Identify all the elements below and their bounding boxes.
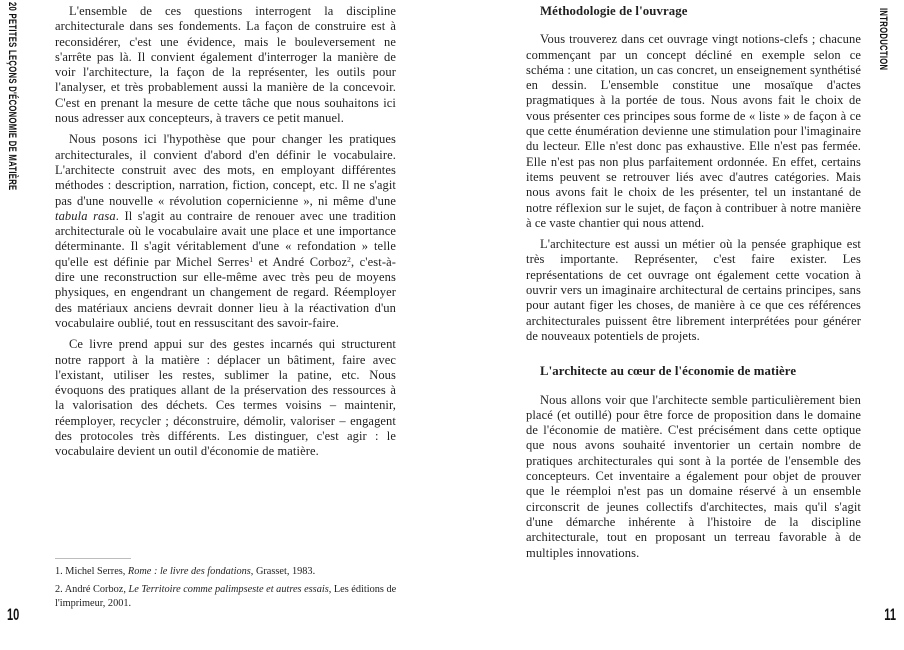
footnote-text: , Les éditions de l'imprimeur, 2001. <box>55 584 397 609</box>
paragraph-text: et André Corboz <box>253 254 348 269</box>
page-left <box>55 4 396 466</box>
footnote-text: , Grasset, 1983. <box>250 566 316 577</box>
section-heading-methodologie: Méthodologie de l'ouvrage <box>540 4 688 18</box>
page-number-right: 11 <box>884 605 896 624</box>
paragraph-text: Ce livre prend appui sur des gestes incarnés qui structurent notre rapport à la matière : déplacer un bâtiment, faire avec l'existant, utiliser les restes, sublimer la patine, etc. Nous évoquons des pratiques allant de la préservation des ressources à la valorisation des déchets. Ces termes voisins – maintenir, réemployer, recycler ; déconstruire, démolir, valoriser – engagent des protocoles très différents. Les distinguer, c'est agir : le vocabulaire devient un outil d'économie de matière. <box>55 337 396 459</box>
footnote-text: 1. Michel Serres, <box>55 566 128 577</box>
page-right <box>526 4 861 567</box>
footnotes-block <box>55 558 400 615</box>
section-heading-architecte: L'architecte au cœur de l'économie de matière <box>540 364 797 379</box>
footnote-1 <box>55 565 400 579</box>
footnote-ref-1: 1 <box>249 254 254 264</box>
footnote-text: 2. André Corboz, <box>55 584 129 595</box>
footnote-rule <box>55 558 131 559</box>
book-title: Le Territoire comme palimpseste et autres essais <box>128 584 329 595</box>
paragraph-text: L'ensemble de ces questions interrogent la discipline architecturale dans ses fondements. La façon de construire est à reconsidérer, c'est une évidence, mais le bouleversement ne s'arrête pas là. Il convient également d'interroger la manière de voir l'architecture, la façon de la représenter, les outils pour l'analyser, et très probablement aussi la manière de la concevoir. C'est en prenant la mesure de cette tâche que nous souhaitons ici nous adresser aux concepteurs, à travers ce petit manuel. <box>55 4 396 126</box>
right-paragraph-1 <box>526 32 861 231</box>
footnote-2 <box>55 583 400 611</box>
running-title-left: 20 PETITES LEÇONS D'ÉCONOMIE DE MATIÈRE <box>6 2 18 191</box>
paragraph-text: , c'est-à-dire une reconstruction sur elle-même avec très peu de moyens physiques, en engendrant un changement de regard. Réemployer des matériaux anciens devrait donner lieu à la réactivation d'un vocabulaire oublié, tout en ressuscitant des savoir-faire. <box>55 254 396 330</box>
left-paragraph-1 <box>55 4 396 126</box>
paragraph-text: Nous posons ici l'hypothèse que pour changer les pratiques architecturales, il convient d'abord d'en définir le vocabulaire. L'architecte construit avec des mots, en employant différentes méthodes : description, narration, fiction, concept, etc. Il ne s'agit pas d'une nouvelle « révolution copernicienne », ni même d'une <box>55 132 396 208</box>
right-paragraph-3 <box>526 393 861 561</box>
paragraph-text: . Il s'agit au contraire de renouer avec une tradition architecturale où le vocabulaire avait une place et une importance déterminante. Il s'agit véritablement d'une « refondation » telle qu'elle est définie par Michel Serres <box>55 208 396 269</box>
paragraph-text: Nous allons voir que l'architecte semble particulièrement bien placé (et outillé) pour être force de proposition dans le domaine de l'économie de matière. C'est précisément dans cette optique que nous avons souhaité inventorier un certain nombre de pratiques architecturales qui sont à la portée de l'ensemble des concepteurs. Cet inventaire a également pour objet de prouver que le réemploi n'est pas un domaine réservé à un ensemble circonscrit de jeunes collectifs d'architectes, mais qu'il s'agit d'une démarche inhérente à l'histoire de la discipline architecturale, tout en proposant un terreau favorable à de multiples innovations. <box>526 392 861 560</box>
page-number-left: 10 <box>7 605 20 624</box>
paragraph-text: Vous trouverez dans cet ouvrage vingt notions-clefs ; chacune commençant par un concept décliné en exemple selon ce schéma : une citation, un cas concret, un enseignement synthétisé en dessin. L'ensemble constitue une mosaïque d'actes pragmatiques à la portée de tous. Nous avons fait le choix de vous présenter ces principes sous forme de « liste » de façon à ce que cette énumération devienne une stimulation pour l'imaginaire du lecteur. Elle n'est donc pas exhaustive. Elle n'est pas fermée. Elle n'est pas non plus parfaitement ordonnée. En effet, certains items peuvent se retrouver liés avec d'autres catégories. Mais nous avons fait le choix de les présenter, tel un instantané de notre réflexion sur le sujet, de façon à contribuer à notre manière à ce vaste chantier qui nous attend. <box>526 32 861 230</box>
left-paragraph-2 <box>55 132 396 331</box>
book-title: Rome : le livre des fondations <box>127 566 251 577</box>
paragraph-text: L'architecture est aussi un métier où la pensée graphique est très importante. Représenter, c'est faire exister. Les représentations de cet ouvrage ont également cette vocation à ouvrir vers un imaginaire architectural de certains principes, sans pour autant figer les choses, de manière à ce que ces références architecturales puissent être librement interprétées pour générer de nouveaux potentiels de projets. <box>526 237 861 343</box>
italic-term: tabula rasa <box>55 208 116 223</box>
right-paragraph-2 <box>526 237 861 344</box>
running-title-right: INTRODUCTION <box>877 8 889 71</box>
footnote-ref-2: 2 <box>347 254 351 264</box>
left-paragraph-3 <box>55 337 396 459</box>
